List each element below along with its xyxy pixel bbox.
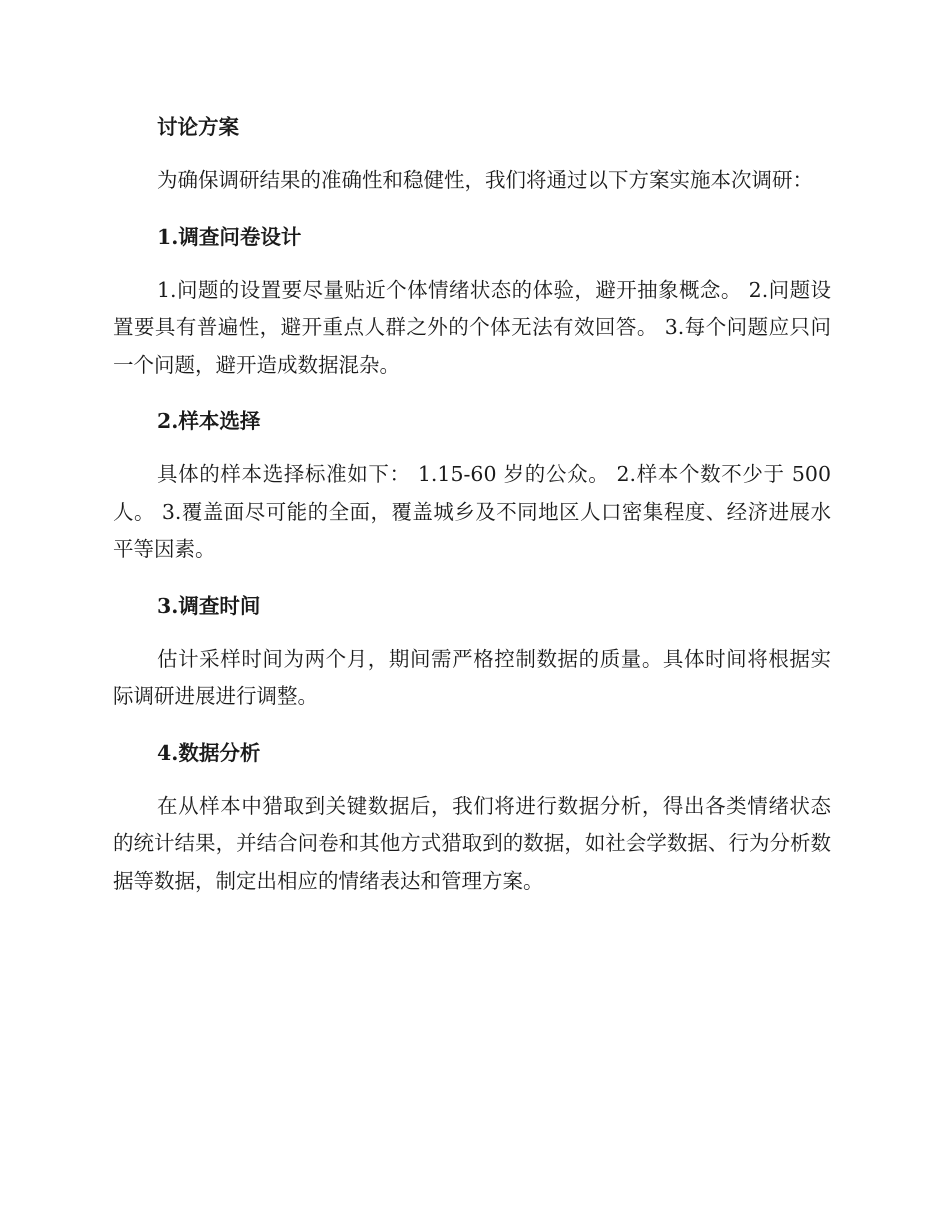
section-body-time: 估计采样时间为两个月，期间需严格控制数据的质量。具体时间将根据实际调研进展进行调整。 [113,646,831,708]
intro-paragraph: 为确保调研结果的准确性和稳健性，我们将通过以下方案实施本次调研： [157,168,813,192]
document-title: 讨论方案 [157,115,239,139]
section-body-sample: 具体的样本选择标准如下： 1.15-60 岁的公众。 2.样本个数不少于 500 人。 3.覆盖面尽可能的全面，覆盖城乡及不同地区人口密集程度、经济进展水平等因素。 [113,462,831,561]
spacer [113,256,831,272]
spacer [113,146,831,162]
spacer [113,440,831,456]
section-heading-analysis: 4.数据分析 [157,740,261,765]
section-heading-time: 3.调查时间 [157,593,261,618]
document-page [113,108,831,900]
section-body-analysis: 在从样本中猎取到关键数据后，我们将进行数据分析，得出各类情绪状态的统计结果，并结合问卷和其他方式猎取到的数据，如社会学数据、行为分析数据等数据，制定出相应的情绪表达和管理方案。 [113,793,831,893]
spacer [113,384,831,402]
section-heading-sample: 2.样本选择 [157,409,261,433]
section-body-questionnaire: 1.问题的设置要尽量贴近个体情绪状态的体验，避开抽象概念。 2.问题设置要具有普遍性，避开重点人群之外的个体无法有效回答。 3.每个问题应只问一个问题，避开造成数据混杂。 [113,277,831,377]
spacer [113,716,831,734]
spacer [113,625,831,641]
spacer [113,772,831,788]
spacer [113,569,831,587]
section-heading-questionnaire: 1.调查问卷设计 [157,224,302,249]
spacer [113,200,831,218]
